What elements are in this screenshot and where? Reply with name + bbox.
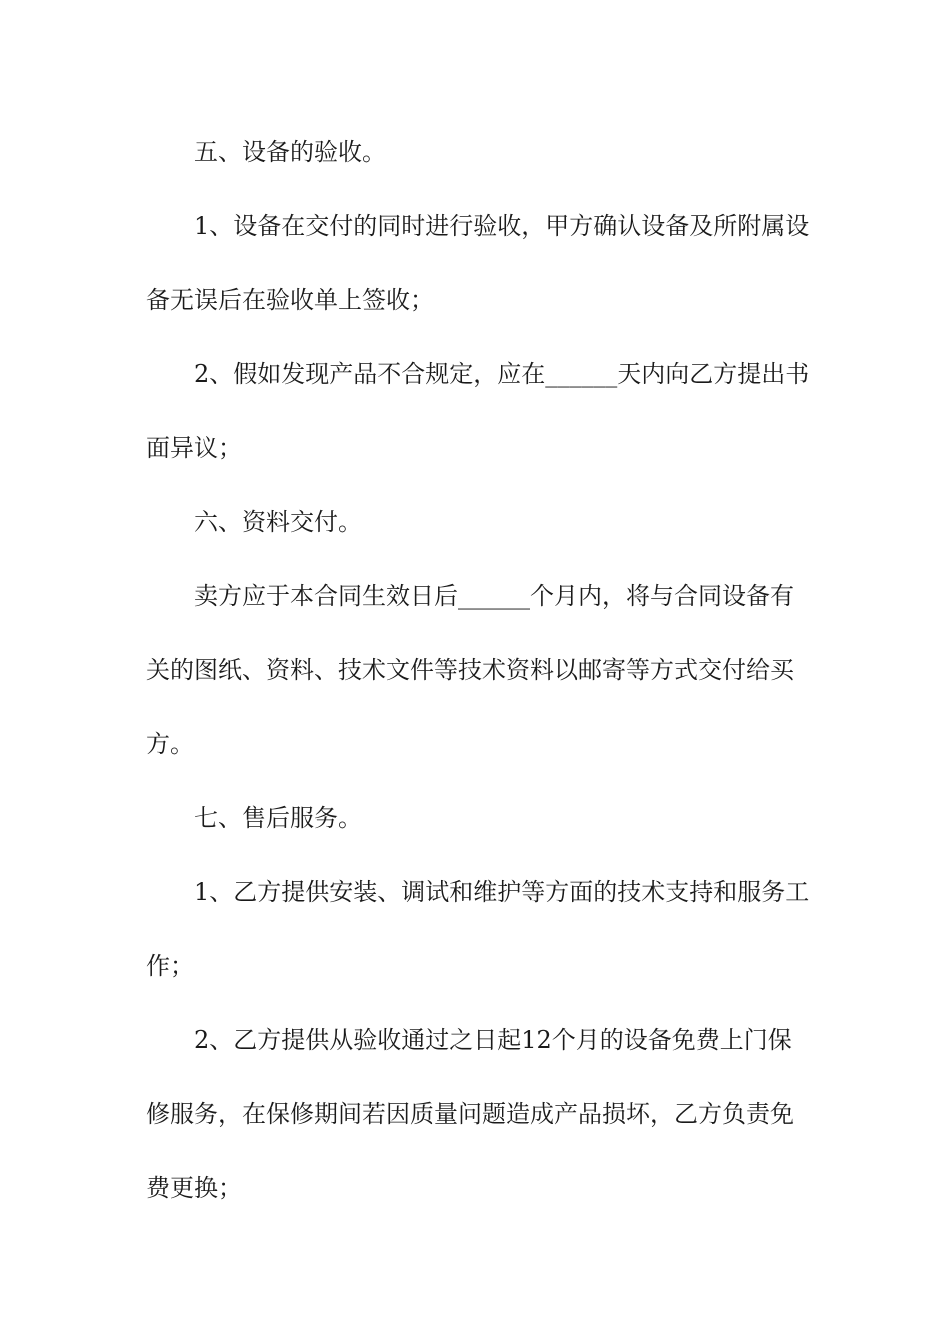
- paragraph-line: 2、假如发现产品不合规定，应在______天内向乙方提出书: [194, 360, 810, 388]
- paragraph-line: 方。: [146, 730, 194, 758]
- paragraph-line: 1、乙方提供安装、调试和维护等方面的技术支持和服务工: [194, 878, 810, 906]
- paragraph-line: 备无误后在验收单上签收；: [146, 286, 434, 314]
- section-heading-documents: 六、资料交付。: [194, 508, 362, 536]
- paragraph-line: 费更换；: [146, 1174, 242, 1202]
- paragraph-line: 作；: [146, 952, 194, 980]
- paragraph-line: 关的图纸、资料、技术文件等技术资料以邮寄等方式交付给买: [146, 656, 794, 684]
- paragraph-line: 1、设备在交付的同时进行验收，甲方确认设备及所附属设: [194, 212, 810, 240]
- paragraph-line: 面异议；: [146, 434, 242, 462]
- section-heading-acceptance: 五、设备的验收。: [194, 138, 386, 166]
- paragraph-line: 2、乙方提供从验收通过之日起12个月的设备免费上门保: [194, 1026, 792, 1054]
- paragraph-line: 修服务，在保修期间若因质量问题造成产品损坏，乙方负责免: [146, 1100, 794, 1128]
- section-heading-after-sales: 七、售后服务。: [194, 804, 362, 832]
- paragraph-line: 卖方应于本合同生效日后______个月内，将与合同设备有: [194, 582, 794, 610]
